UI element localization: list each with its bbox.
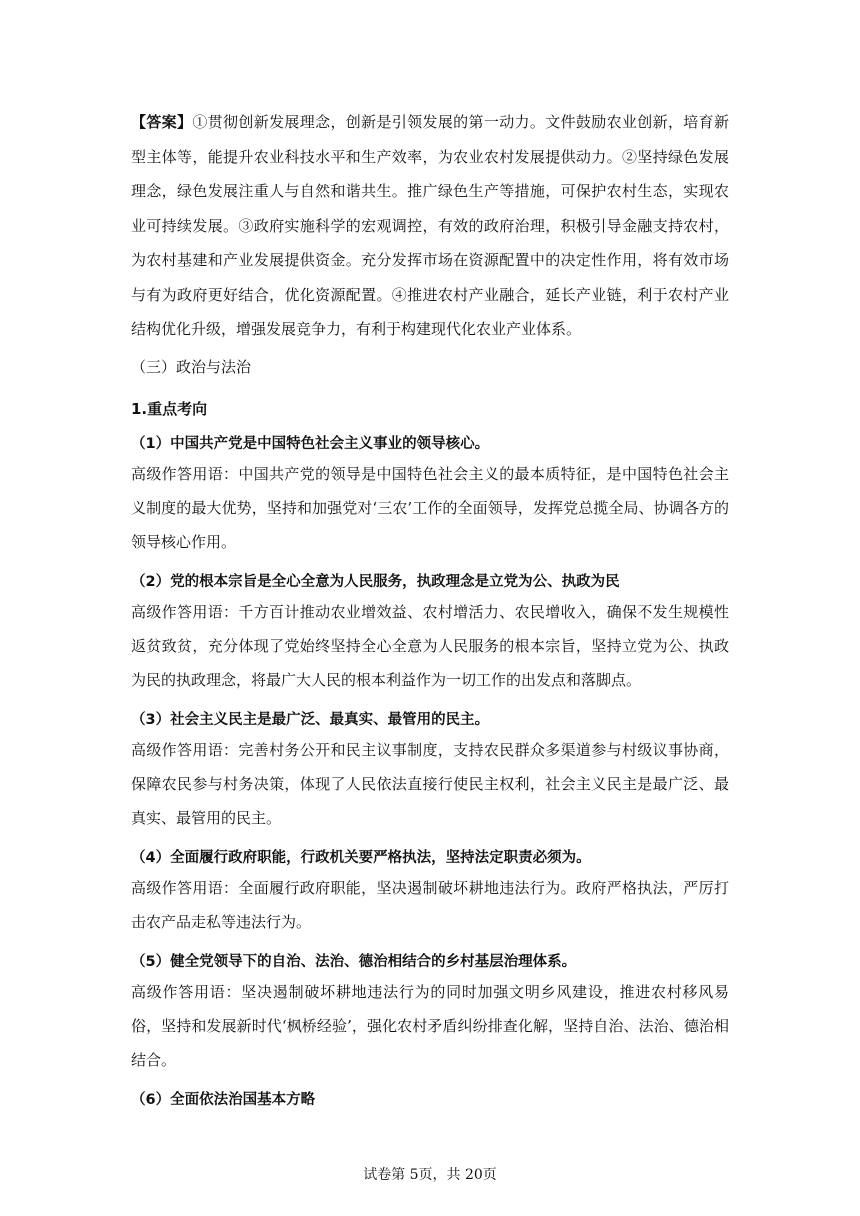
page-number-footer: 试卷第 5页，共 20页 [363,1167,497,1183]
point-1-body: 高级作答用语：中国共产党的领导是中国特色社会主义的最本质特征，是中国特色社会主义制度的最大优势，坚持和加强党对‘三农’工作的全面领导，发挥党总揽全局、协调各方的领导核心作用。 [131,464,729,551]
point-1-title: （1）中国共产党是中国特色社会主义事业的领导核心。 [131,435,490,452]
point-2-title: （2）党的根本宗旨是全心全意为人民服务，执政理念是立党为公、执政为民 [131,573,620,590]
point-3-body: 高级作答用语：完善村务公开和民主议事制度，支持农民群众多渠道参与村级议事协商，保障农民参与村务决策，体现了人民依法直接行使民主权利，社会主义民主是最广泛、最真实、最管用的民主。 [131,740,729,827]
point-5-body: 高级作答用语：坚决遏制破坏耕地违法行为的同时加强文明乡风建设，推进农村移风易俗，坚持和发展新时代‘枫桥经验’，强化农村矛盾纠纷排查化解，坚持自治、法治、德治相结合。 [131,982,729,1069]
point-6-title: （6）全面依法治国基本方略 [131,1091,316,1108]
section-subtitle: 1.重点考向 [131,399,208,418]
point-2-body: 高级作答用语：千方百计推动农业增效益、农村增活力、农民增收入，确保不发生规模性返贫致贫，充分体现了党始终坚持全心全意为人民服务的根本宗旨，坚持立党为公、执政为民的执政理念，将最广大人民的根本利益作为一切工作的出发点和落脚点。 [131,602,729,689]
section-title: （三）政治与法治 [131,357,252,376]
answer-text: ①贯彻创新发展理念，创新是引领发展的第一动力。文件鼓励农业创新，培育新型主体等，能提升农业科技水平和生产效率，为农业农村发展提供动力。②坚持绿色发展理念，绿色发展注重人与自然和谐共生。推广绿色生产等措施，可保护农村生态，实现农业可持续发展。③政府实施科学的宏观调控，有效的政府治理，积极引导金融支持农村，为农村基建和产业发展提供资金。充分发挥市场在资源配置中的决定性作用，将有效市场与有为政府更好结合，优化资源配置。④推进农村产业融合，延长产业链，利于农村产业结构优化升级，增强发展竞争力，有利于构建现代化农业产业体系。 [131,113,729,338]
point-3-title: （3）社会主义民主是最广泛、最真实、最管用的民主。 [131,711,490,728]
document-page [131,105,729,1111]
point-4-title: （4）全面履行政府职能，行政机关要严格执法，坚持法定职责必须为。 [131,849,591,866]
point-4-body: 高级作答用语：全面履行政府职能，坚决遏制破坏耕地违法行为。政府严格执法，严厉打击农产品走私等违法行为。 [131,878,729,931]
answer-label: 【答案】 [131,113,193,131]
point-5-title: （5）健全党领导下的自治、法治、德治相结合的乡村基层治理体系。 [131,953,577,970]
answer-paragraph [131,105,729,347]
